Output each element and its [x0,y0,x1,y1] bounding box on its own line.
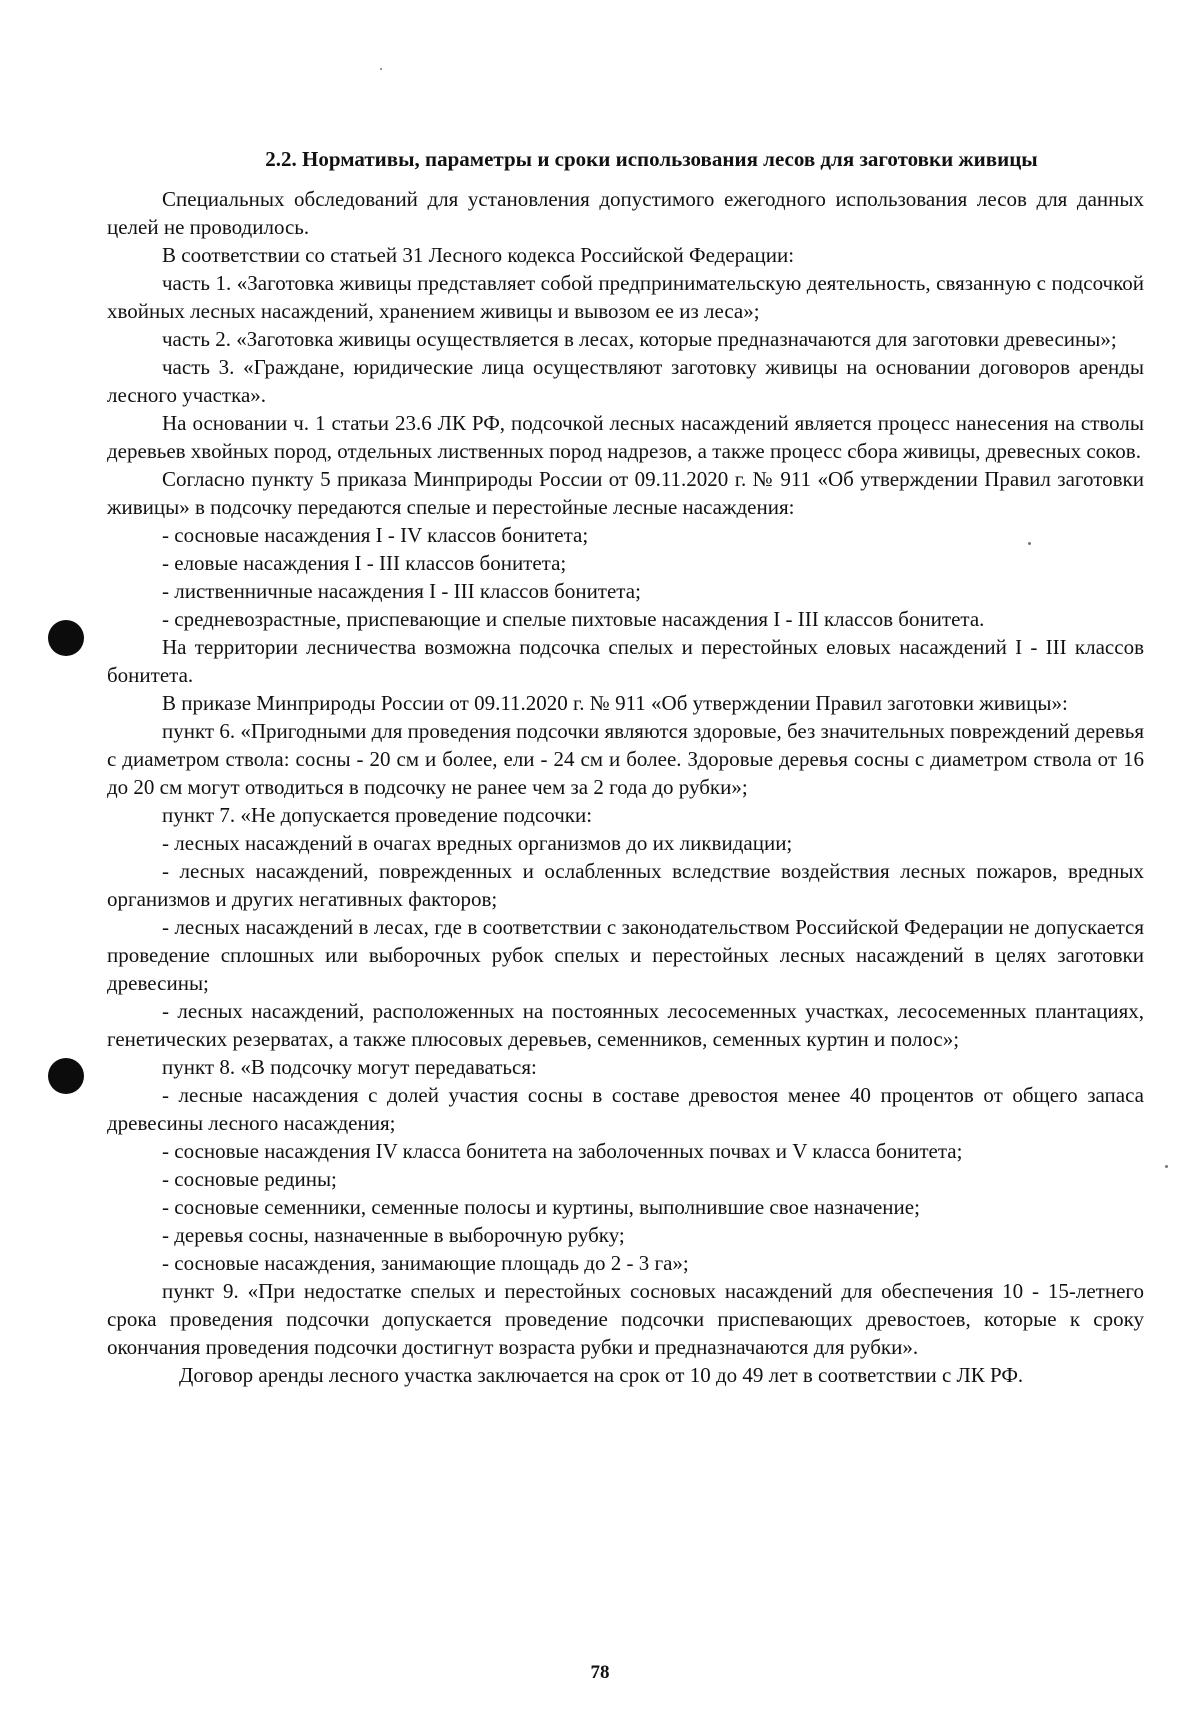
paragraph: - лесные насаждения с долей участия сосны в составе древостоя менее 40 процентов от общего запаса древесины лесного насаждения; [107,1083,1144,1135]
punch-hole-mark [48,620,84,656]
list-item: - сосновые насаждения I - IV классов бонитета; [162,523,589,547]
list-item: - сосновые насаждения, занимающие площадь до 2 - 3 га»; [162,1251,689,1275]
paragraph: В приказе Минприроды России от 09.11.2020 г. № 911 «Об утверждении Правил заготовки живицы»: [162,691,1068,715]
scan-speck [380,68,382,70]
list-item: - сосновые семенники, семенные полосы и куртины, выполнившие свое назначение; [162,1195,920,1219]
list-item: - еловые насаждения I - III классов бонитета; [162,551,567,575]
paragraph: часть 2. «Заготовка живицы осуществляется в лесах, которые предназначаются для заготовки древесины»; [162,327,1117,351]
paragraph: пункт 9. «При недостатке спелых и перестойных сосновых насаждений для обеспечения 10 - 15-летнего срока проведения подсочки допускается проведение подсочки приспевающих древостоев, которые к сроку окончания проведения подсочки достигнут возраста рубки и предназначаются для рубки». [107,1279,1144,1359]
list-item: - сосновые редины; [162,1167,337,1191]
list-item: - лесных насаждений в очагах вредных организмов до их ликвидации; [162,831,793,855]
scan-speck [1165,1165,1168,1168]
paragraph: часть 3. «Граждане, юридические лица осуществляют заготовку живицы на основании договоров аренды лесного участка». [107,355,1144,407]
paragraph: - лесных насаждений, расположенных на постоянных лесосеменных участках, лесосеменных плантациях, генетических резерватах, а также плюсовых деревьев, семенников, семенных куртин и полос»; [107,999,1144,1051]
paragraph: часть 1. «Заготовка живицы представляет собой предпринимательскую деятельность, связанную с подсочкой хвойных лесных насаждений, хранением живицы и вывозом ее из леса»; [107,271,1144,323]
paragraph: Договор аренды лесного участка заключается на срок от 10 до 49 лет в соответствии с ЛК РФ. [179,1363,1024,1387]
document-body [107,185,1144,1389]
list-item: - деревья сосны, назначенные в выборочную рубку; [162,1223,625,1247]
list-item: пункт 8. «В подсочку могут передаваться: [162,1055,537,1079]
list-item: пункт 7. «Не допускается проведение подсочки: [162,803,593,827]
punch-hole-mark [48,1058,84,1094]
list-item: - сосновые насаждения IV класса бонитета на заболоченных почвах и V класса бонитета; [162,1139,963,1163]
document-page [107,145,1144,1389]
paragraph: На основании ч. 1 статьи 23.6 ЛК РФ, подсочкой лесных насаждений является процесс нанесения на стволы деревьев хвойных пород, отдельных лиственных пород надрезов, а также процесс сбора живицы, древесных соков. [107,411,1144,463]
list-item: - средневозрастные, приспевающие и спелые пихтовые насаждения I - III классов бонитета. [162,607,985,631]
paragraph: В соответствии со статьей 31 Лесного кодекса Российской Федерации: [162,243,795,267]
paragraph: На территории лесничества возможна подсочка спелых и перестойных еловых насаждений I - III классов бонитета. [107,635,1144,687]
list-item: - лиственничные насаждения I - III классов бонитета; [162,579,641,603]
paragraph: - лесных насаждений, поврежденных и ослабленных вследствие воздействия лесных пожаров, вредных организмов и других негативных факторов; [107,859,1144,911]
paragraph: - лесных насаждений в лесах, где в соответствии с законодательством Российской Федерации не допускается проведение сплошных или выборочных рубок спелых и перестойных лесных насаждений в целях заготовки древесины; [107,915,1144,995]
page-number: 78 [590,1662,610,1683]
paragraph: Согласно пункту 5 приказа Минприроды России от 09.11.2020 г. № 911 «Об утверждении Правил заготовки живицы» в подсочку передаются спелые и перестойные лесные насаждения: [107,467,1144,519]
section-title: 2.2. Нормативы, параметры и сроки использования лесов для заготовки живицы [265,147,1038,171]
paragraph: пункт 6. «Пригодными для проведения подсочки являются здоровые, без значительных повреждений деревья с диаметром ствола: сосны - 20 см и более, ели - 24 см и более. Здоровые деревья сосны с диаметром ствола от 16 до 20 см могут отводиться в подсочку не ранее чем за 2 года до рубки»; [107,719,1144,799]
paragraph: Специальных обследований для установления допустимого ежегодного использования лесов для данных целей не проводилось. [107,187,1144,239]
